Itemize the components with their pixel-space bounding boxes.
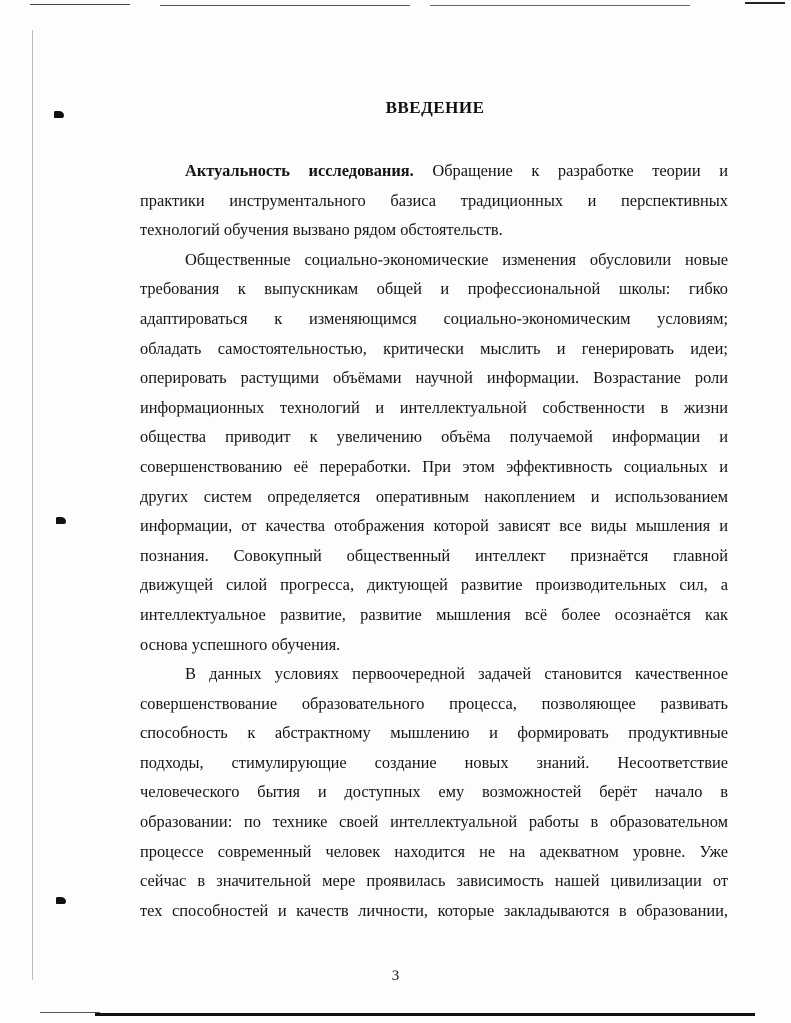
scan-bottom-rule-thick [95,1013,755,1016]
paragraph-2-line-1: Общественные социально-экономические изменения обусловили новые [185,249,728,269]
scan-left-edge [32,30,33,980]
paragraph-3-line-4: подходы, стимулирующие создание новых знаний. Несоответствие [140,752,728,772]
paragraph-2-line-7: общества приводит к увеличению объёма получаемой информации и [140,427,728,447]
paragraph-3-line-2: совершенствование образовательного процесса, позволяющее развивать [140,693,728,713]
paragraph-2-line-11: познания. Совокупный общественный интеллект признаётся главной [140,545,728,565]
paragraph-3-line-5: человеческого бытия и доступных ему возможностей берёт начало в [140,782,728,802]
scan-top-rule-right [430,5,690,6]
paragraph-2-line-9: других систем определяется оперативным накоплением и использованием [140,486,728,506]
paragraph-1-line-1 [140,156,728,186]
binding-mark-bottom [56,897,66,904]
paragraph-2-line-3: адаптироваться к изменяющимся социально-экономическим условиям; [140,308,728,328]
section-heading: ВВЕДЕНИЕ [385,98,485,117]
paragraph-2-line-14: основа успешного обучения. [140,634,341,654]
scan-top-rule-mid [160,5,410,6]
paragraph-3-line-3: способность к абстрактному мышлению и формировать продуктивные [140,723,728,743]
binding-mark-middle [56,517,66,524]
paragraph-2-line-10: информации, от качества отображения которой зависят все виды мышления и [140,516,728,536]
paragraph-3-line-7: процессе современный человек находится не на адекватном уровне. Уже [140,841,728,861]
paragraph-1-line-1-rest: Обращение к разработке теории и [432,161,728,180]
relevance-lead: Актуальность исследования. [185,161,414,180]
paragraph-3-line-6: образовании: по технике своей интеллектуальной работы в образовательном [140,812,728,832]
paragraph-3-line-9: тех способностей и качеств личности, которые закладываются в образовании, [140,900,728,920]
body-text [140,156,728,925]
scan-top-mark [745,2,785,4]
scan-top-rule-left [30,4,130,5]
paragraph-3-line-1: В данных условиях первоочередной задачей становится качественное [185,664,728,684]
paragraph-2-line-5: оперировать растущими объёмами научной информации. Возрастание роли [140,368,728,388]
paragraph-2-line-6: информационных технологий и интеллектуальной собственности в жизни [140,397,728,417]
paragraph-1-line-2: практики инструментального базиса традиционных и перспективных [140,190,728,210]
paragraph-3-line-8: сейчас в значительной мере проявилась зависимость нашей цивилизации от [140,871,728,891]
paragraph-2-line-12: движущей силой прогресса, диктующей развитие производительных сил, а [140,575,728,595]
paragraph-1-line-3: технологий обучения вызвано рядом обстоятельств. [140,220,503,240]
binding-mark-top [54,111,64,118]
paragraph-2-line-8: совершенствованию её переработки. При этом эффективность социальных и [140,456,728,476]
scan-bottom-rule-thin [40,1012,100,1013]
page-number: 3 [391,968,400,984]
paragraph-2-line-2: требования к выпускникам общей и профессиональной школы: гибко [140,279,728,299]
paragraph-2-line-13: интеллектуальное развитие, развитие мышления всё более осознаётся как [140,604,728,624]
paragraph-2-line-4: обладать самостоятельностью, критически мыслить и генерировать идеи; [140,338,728,358]
